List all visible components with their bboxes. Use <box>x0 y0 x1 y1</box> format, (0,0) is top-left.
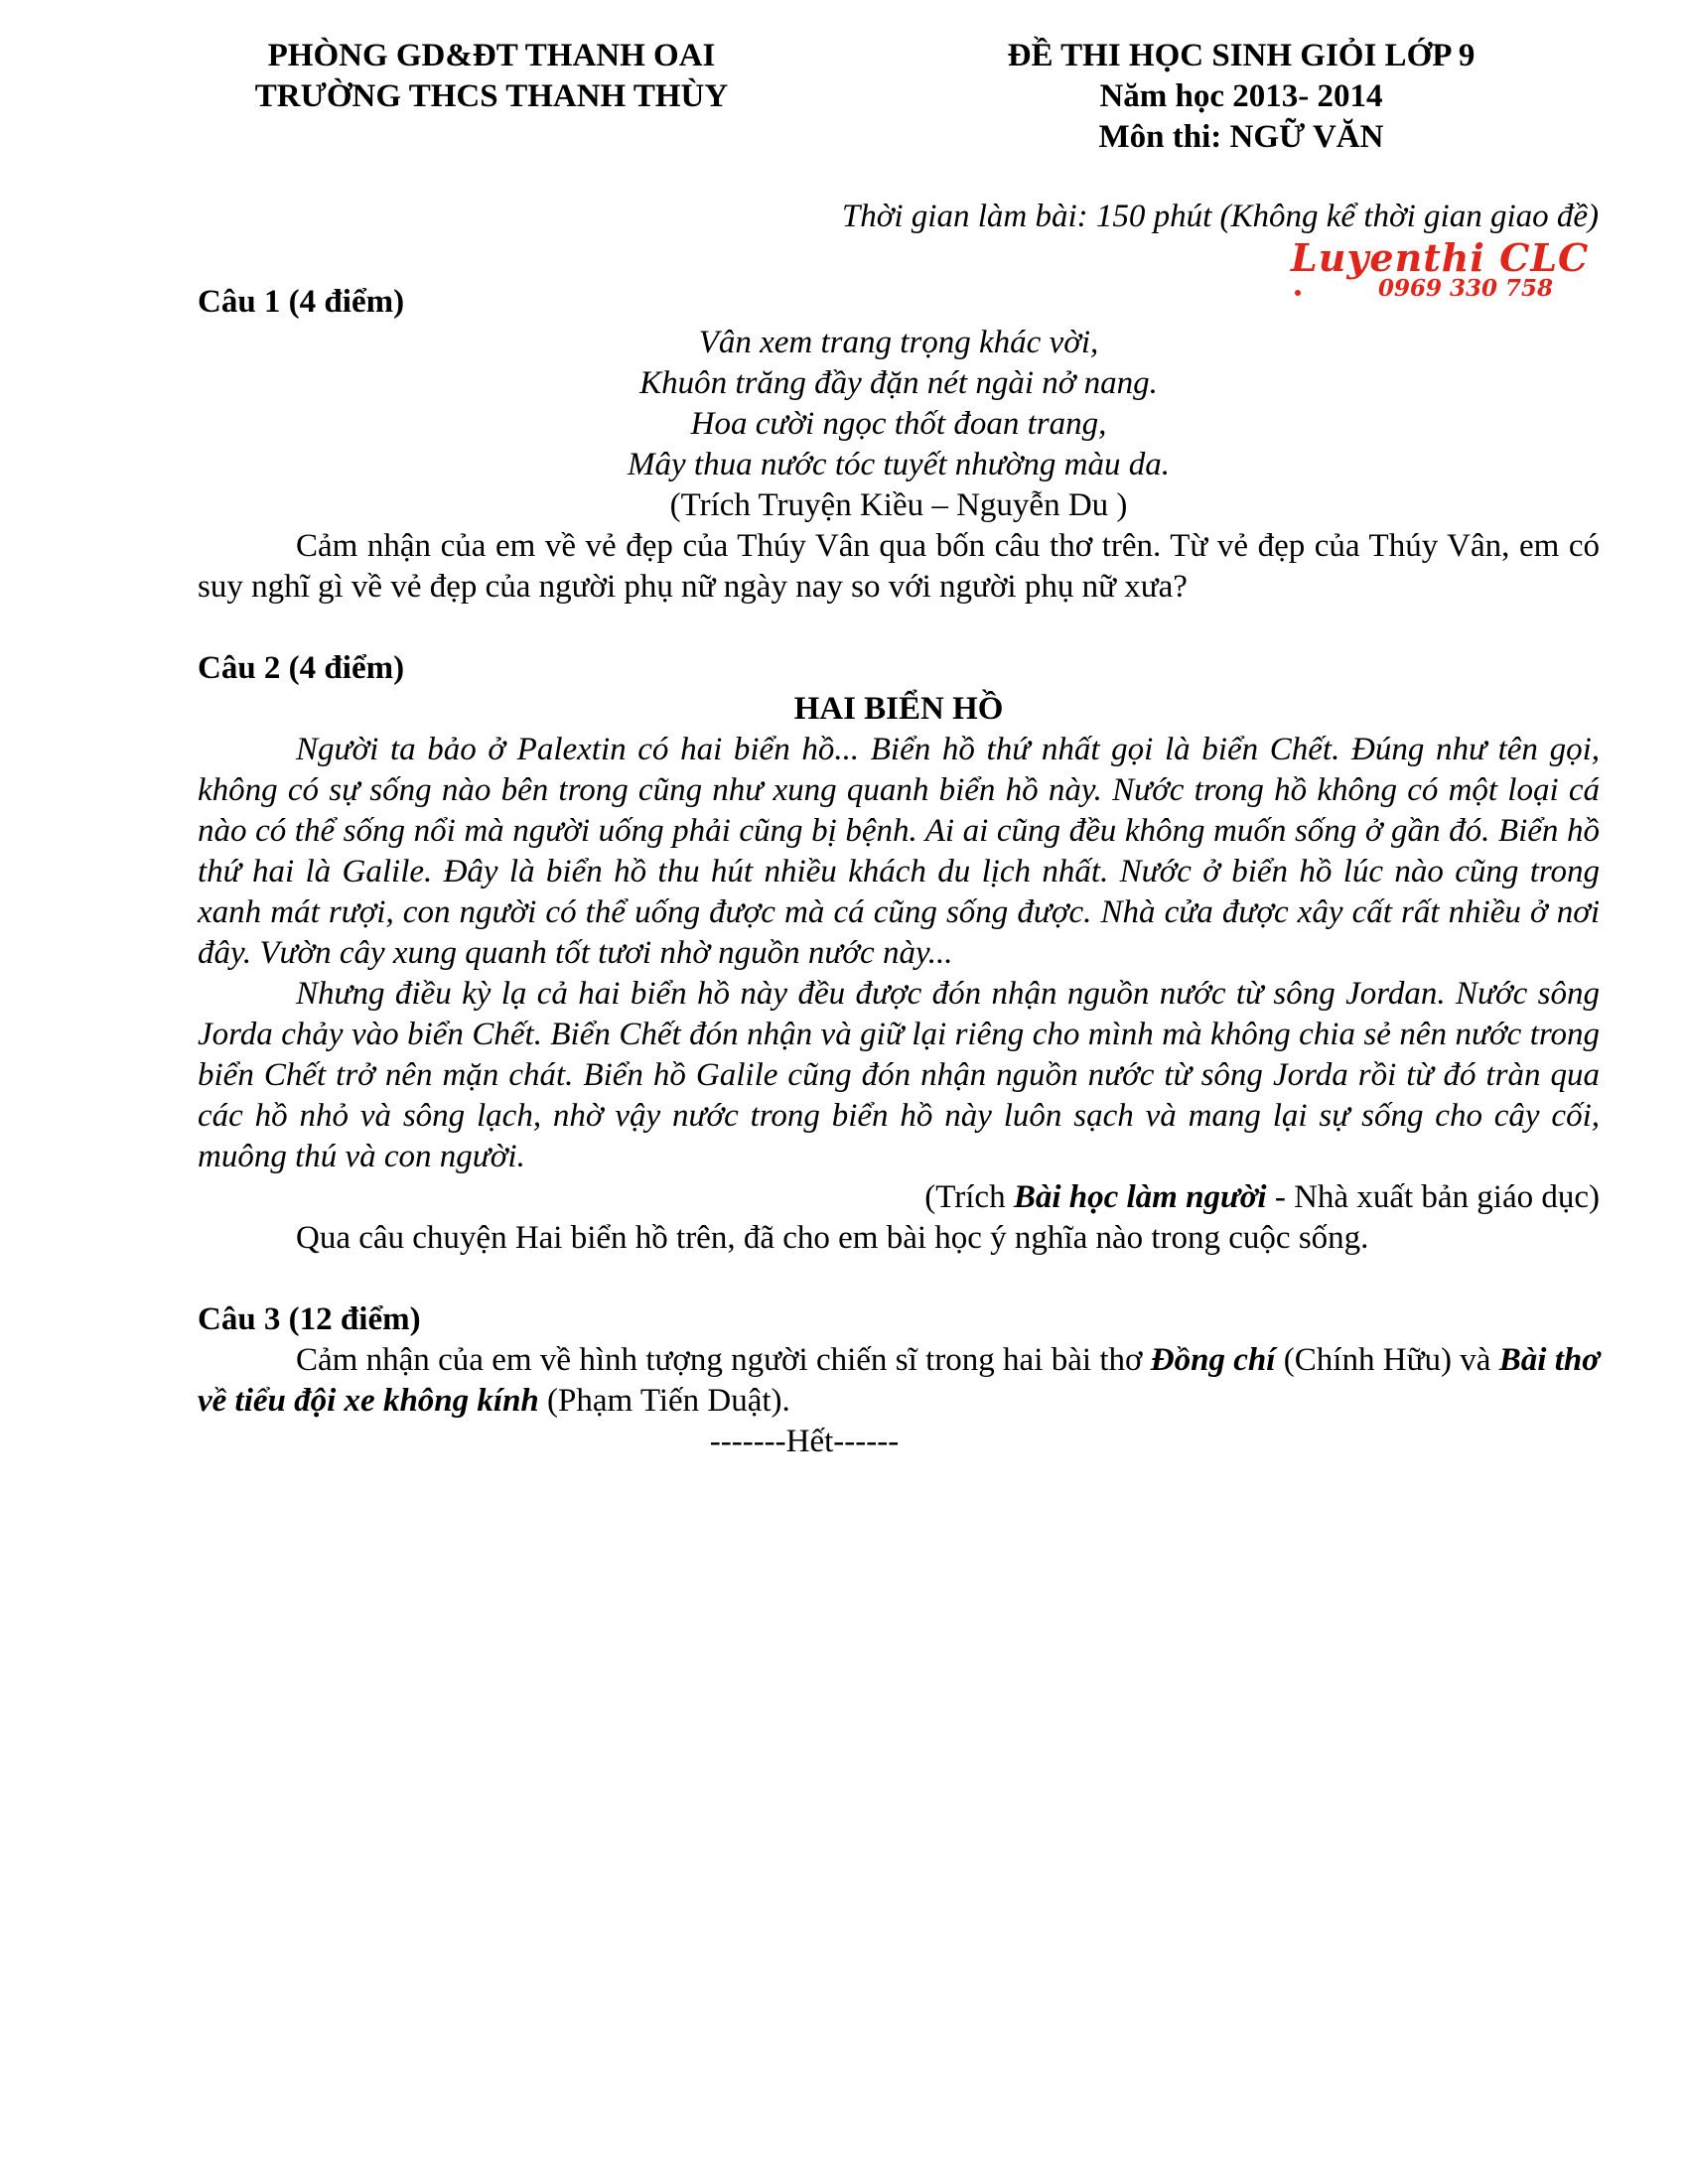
source-prefix: (Trích <box>924 1179 1014 1215</box>
poem-source: (Trích Truyện Kiều – Nguyễn Du ) <box>669 487 1128 523</box>
spacer <box>198 1259 1600 1299</box>
source-suffix: - Nhà xuất bản giáo dục) <box>1266 1179 1600 1215</box>
header-right <box>894 36 1589 158</box>
poem-title-dong-chi: Đồng chí <box>1150 1342 1276 1378</box>
question-3 <box>198 1299 1600 1462</box>
question-2 <box>198 648 1600 1259</box>
school-year: Năm học 2013- 2014 <box>1099 78 1383 114</box>
logo-phone: 0969 330 758 <box>1378 275 1554 302</box>
prompt-text: (Chính Hữu) và <box>1275 1342 1499 1378</box>
school-name: TRƯỜNG THCS THANH THÙY <box>254 78 729 114</box>
poem-line: Mây thua nước tóc tuyết nhường màu da. <box>628 447 1170 482</box>
spacer <box>198 608 1600 648</box>
poem-line: Hoa cười ngọc thốt đoan trang, <box>690 406 1107 442</box>
prompt-text: Cảm nhận của em về hình tượng người chiến sĩ trong hai bài thơ <box>296 1342 1151 1378</box>
question-3-title: Câu 3 (12 điểm) <box>198 1301 421 1337</box>
header-left <box>194 36 789 117</box>
story-title: HAI BIỂN HỒ <box>793 691 1004 727</box>
question-1 <box>198 282 1600 608</box>
logo-brand: Luyenthi CLC <box>1291 235 1590 280</box>
question-2-title: Câu 2 (4 điểm) <box>198 650 405 686</box>
question-2-prompt: Qua câu chuyện Hai biển hồ trên, đã cho em bài học ý nghĩa nào trong cuộc sống. <box>296 1220 1369 1256</box>
end-marker: -------Hết------ <box>709 1424 900 1459</box>
story-paragraph-2: Nhưng điều kỳ lạ cả hai biển hồ này đều được đón nhận nguồn nước từ sông Jordan. Nước sông Jorda chảy vào biển Chết. Biển Chết đón nhận và giữ lại riêng cho mình mà không chia sẻ nên nước trong biển Chết trở nên mặn chát. Biển hồ Galile cũng đón nhận nguồn nước từ sông Jorda rồi từ đó tràn qua các hồ nhỏ và sông lạch, nhờ vậy nước trong biển hồ này luôn sạch và mang lại sự sống cho cây cối, muông thú và con người. <box>198 976 1600 1174</box>
question-1-prompt: Cảm nhận của em về vẻ đẹp của Thúy Vân qua bốn câu thơ trên. Từ vẻ đẹp của Thúy Vân, em có suy nghĩ gì về vẻ đẹp của người phụ nữ ngày nay so với người phụ nữ xưa? <box>198 528 1600 605</box>
story-paragraph-1: Người ta bảo ở Palextin có hai biển hồ... Biển hồ thứ nhất gọi là biển Chết. Đúng như tên gọi, không có sự sống nào bên trong cũng như xung quanh biển hồ này. Nước trong hồ không có một loại cá nào có thể sống nổi mà người uống phải cũng bị bệnh. Ai ai cũng đều không muốn sống ở gần đó. Biển hồ thứ hai là Galile. Đây là biển hồ thu hút nhiều khách du lịch nhất. Nước ở biển hồ lúc nào cũng trong xanh mát rượi, con người có thể uống được mà cá cũng sống được. Nhà cửa được xây cất rất nhiều ở nơi đây. Vườn cây xung quanh tốt tươi nhờ nguồn nước này... <box>198 732 1600 971</box>
poem-line: Vân xem trang trọng khác vời, <box>698 325 1099 360</box>
exam-content <box>198 282 1600 1462</box>
subject: Môn thi: NGỮ VĂN <box>1098 119 1384 155</box>
exam-duration: Thời gian làm bài: 150 phút (Không kể thời gian giao đề) <box>841 199 1599 234</box>
source-book-title: Bài học làm người <box>1013 1179 1267 1215</box>
prompt-text: (Phạm Tiến Duật). <box>538 1383 790 1419</box>
question-1-poem <box>198 323 1600 526</box>
poem-title-tieu-doi-xe: Bài thơ về tiểu đội xe không kính <box>198 1342 1600 1419</box>
question-1-title: Câu 1 (4 điểm) <box>198 284 405 320</box>
story-source <box>198 1177 1600 1218</box>
poem-line: Khuôn trăng đầy đặn nét ngài nở nang. <box>639 365 1158 401</box>
question-3-prompt <box>198 1340 1600 1422</box>
department-name: PHÒNG GD&ĐT THANH OAI <box>267 38 716 73</box>
exam-title: ĐỀ THI HỌC SINH GIỎI LỚP 9 <box>1007 38 1476 73</box>
